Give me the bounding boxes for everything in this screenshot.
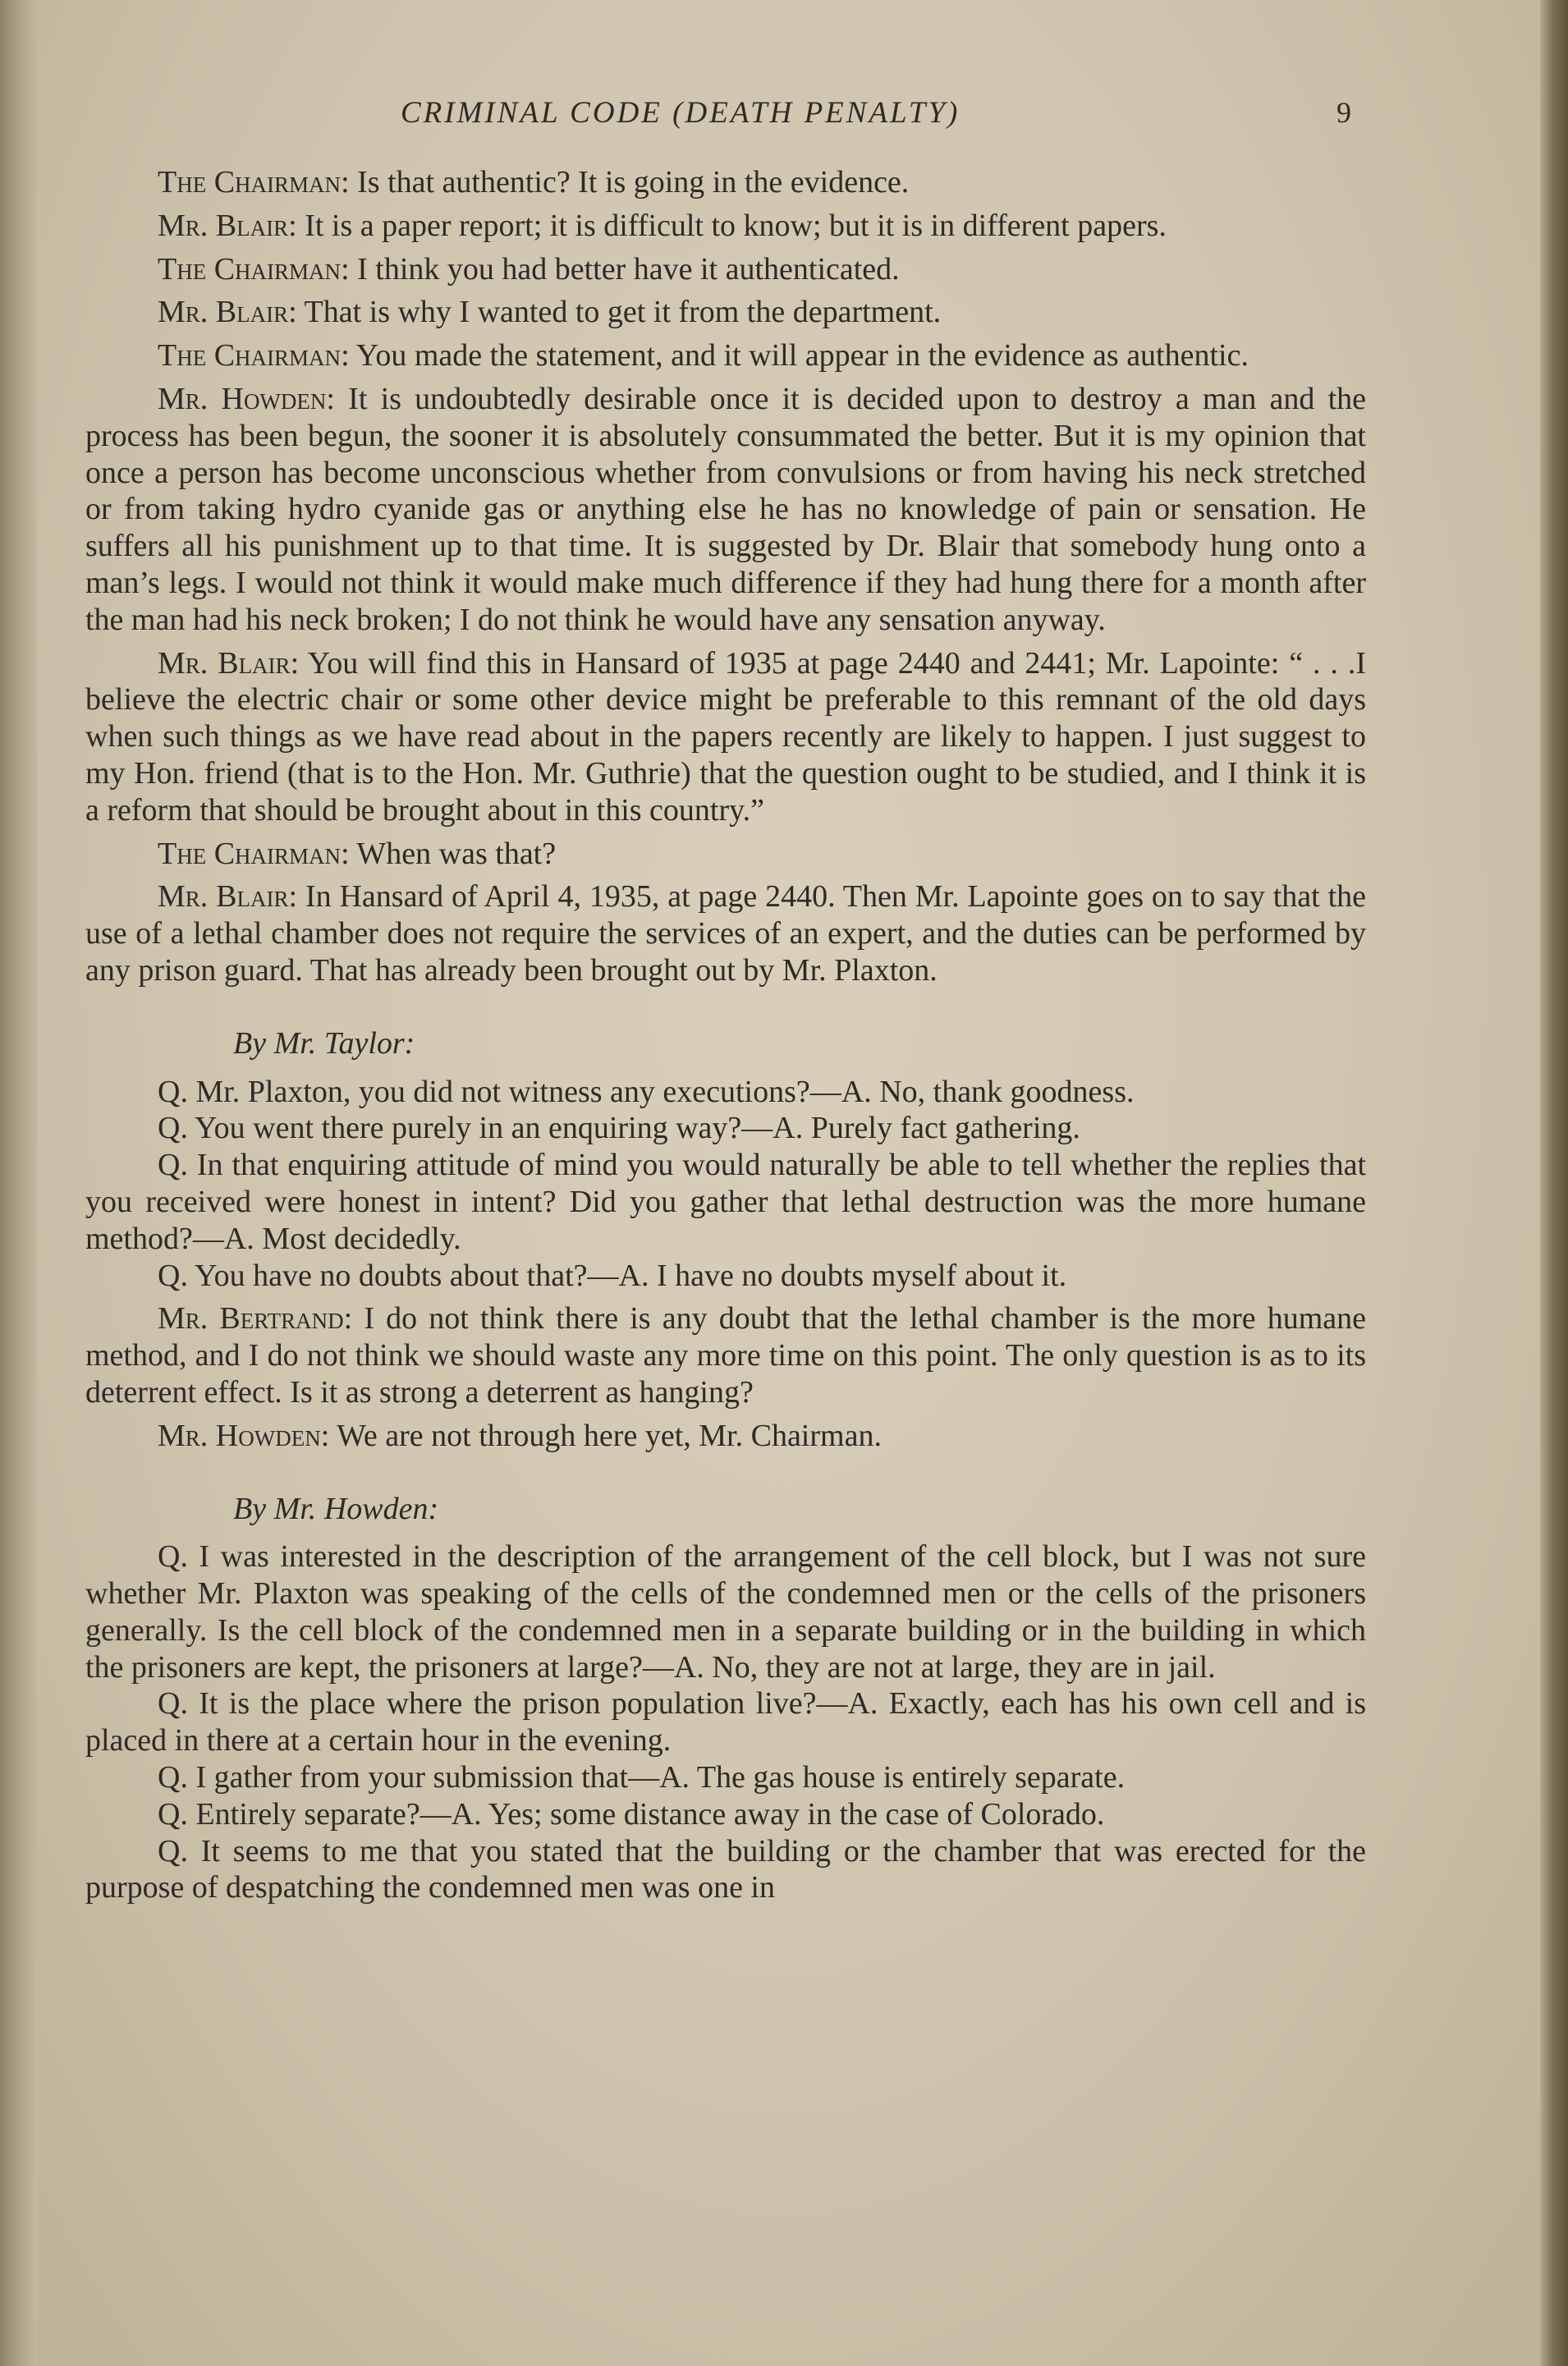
question-paragraph: Q. You have no doubts about that?—A. I have no doubts myself about it. bbox=[158, 1258, 1067, 1293]
question-paragraph: Q. In that enquiring attitude of mind you would naturally be able to tell whether the replies that you received were honest in intent? Did you gather that lethal destruction was the more humane method?—A. Most decidedly. bbox=[85, 1148, 1366, 1256]
speech-text: : When was that? bbox=[341, 836, 557, 871]
speaker-name: Mr. Blair bbox=[158, 208, 289, 243]
speech-text: : It is undoubtedly desirable once it is decided upon to destroy a man and the process has been begun, the sooner it is absolutely consummated the better. But it is my opinion that once a person has become unconscious whether from convulsions or from having his neck stretched or from taking hydro cyanide gas or anything else he has no knowledge of pain or sensation. He suffers all his punishment up to that time. It is suggested by Dr. Blair that somebody hung onto a man’s legs. I would not think it would make much difference if they had hung there for a month after the man had his neck broken; I do not think he would have any sensation anyway. bbox=[85, 381, 1367, 637]
paragraph bbox=[85, 645, 1366, 829]
speech-text: : Is that authentic? It is going in the evidence. bbox=[341, 165, 910, 199]
speaker-name: Mr. Blair bbox=[158, 879, 289, 915]
paragraph bbox=[85, 836, 1366, 873]
speech-text: : It is a paper report; it is difficult to know; but it is in different papers. bbox=[288, 208, 1167, 243]
section-heading: By Mr. Taylor: bbox=[233, 1025, 415, 1061]
paragraph bbox=[85, 878, 1366, 988]
question-paragraph: Q. You went there purely in an enquiring way?—A. Purely fact gathering. bbox=[158, 1111, 1080, 1146]
question-paragraph: Q. I was interested in the description of the arrangement of the cell block, but I was not sure whether Mr. Plaxton was speaking of the cells of the condemned men or the cells of the prisoners generally. Is the cell block of the condemned men in a separate building or in the building in which the prisoners are kept, the prisoners at large?—A. No, they are not at large, they are in jail. bbox=[85, 1539, 1366, 1685]
page-edge-shadow bbox=[1540, 0, 1568, 2366]
paragraph bbox=[85, 1300, 1366, 1410]
section-heading: By Mr. Howden: bbox=[233, 1491, 439, 1526]
speaker-name: The Chairman bbox=[158, 338, 342, 374]
speech-text: : I do not think there is any doubt that the lethal chamber is the more humane method, and I do not think we should waste any more time on this point. The only question is as to its deterrent effect. Is it as strong a deterrent as hanging? bbox=[85, 1301, 1366, 1410]
question-paragraph: Q. Mr. Plaxton, you did not witness any executions?—A. No, thank goodness. bbox=[158, 1074, 1135, 1109]
speaker-name: Mr. Blair bbox=[158, 295, 289, 330]
speaker-name: The Chairman bbox=[158, 165, 342, 199]
speaker-name: The Chairman bbox=[158, 251, 342, 287]
speech-text: : We are not through here yet, Mr. Chairman. bbox=[320, 1418, 882, 1453]
question-paragraph: Q. It is the place where the prison population live?—A. Exactly, each has his own cell and is placed in there at a certain hour in the evening. bbox=[85, 1686, 1366, 1758]
question-paragraph: Q. I gather from your submission that—A. The gas house is entirely separate. bbox=[158, 1760, 1126, 1795]
speech-text: : In Hansard of April 4, 1935, at page 2440. Then Mr. Lapointe goes on to say that the use of a lethal chamber does not require the services of an expert, and the duties can be performed by any prison guard. That has already been brought out by Mr. Plaxton. bbox=[85, 879, 1366, 988]
speech-text: : You will find this in Hansard of 1935 at page 2440 and 2441; Mr. Lapointe: “ . . .I believe the electric chair or some other device might be preferable to this remnant of the old days when such things as we have read about in the papers recently are likely to happen. I just suggest to my Hon. friend (that is to the Hon. Mr. Guthrie) that the question ought to be studied, and I think it is a reform that should be brought about in this country.” bbox=[85, 645, 1366, 828]
question-paragraph: Q. Entirely separate?—A. Yes; some distance away in the case of Colorado. bbox=[158, 1796, 1105, 1832]
paragraph bbox=[85, 337, 1366, 374]
speech-text: : You made the statement, and it will appear in the evidence as authentic. bbox=[341, 338, 1249, 374]
speaker-name: Mr. Howden bbox=[158, 1418, 321, 1453]
speech-text: : That is why I wanted to get it from the department. bbox=[288, 295, 942, 330]
page-number: 9 bbox=[1336, 96, 1351, 129]
question-paragraph: Q. It seems to me that you stated that the building or the chamber that was erected for the purpose of despatching the condemned men was one in bbox=[85, 1833, 1366, 1905]
speaker-name: Mr. Blair bbox=[158, 645, 291, 681]
page-header bbox=[0, 95, 1568, 144]
paragraph bbox=[85, 294, 1366, 331]
speaker-name: Mr. Howden bbox=[158, 381, 327, 416]
paragraph bbox=[85, 381, 1366, 639]
paragraph bbox=[85, 1418, 1366, 1455]
running-head: CRIMINAL CODE (DEATH PENALTY) bbox=[401, 96, 961, 130]
speech-text: : I think you had better have it authenticated. bbox=[341, 251, 900, 287]
book-spine-shadow bbox=[0, 0, 38, 2366]
paragraph bbox=[85, 208, 1366, 245]
paragraph bbox=[85, 251, 1366, 288]
speaker-name: The Chairman bbox=[158, 836, 342, 871]
text-body bbox=[85, 164, 1366, 1906]
speaker-name: Mr. Bertrand bbox=[158, 1301, 344, 1337]
paragraph bbox=[85, 164, 1366, 201]
